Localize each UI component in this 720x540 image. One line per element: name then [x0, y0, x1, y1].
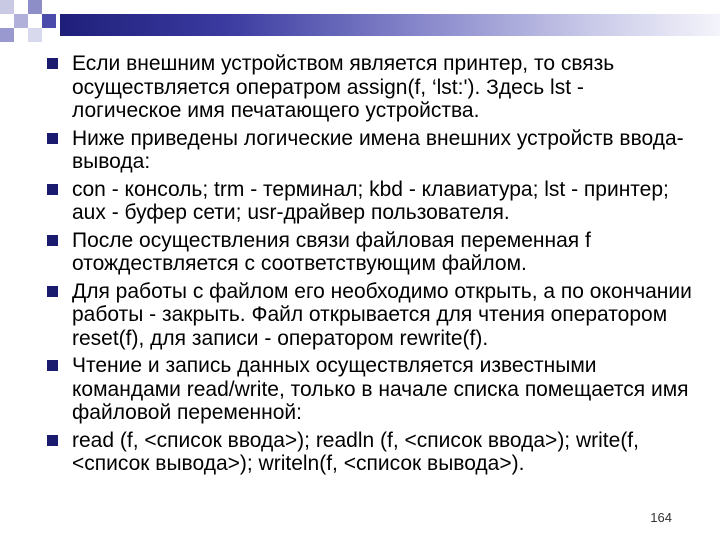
square-bullet-icon	[47, 235, 58, 246]
bullet-item	[46, 229, 696, 276]
decor-square	[14, 0, 28, 14]
decor-square	[28, 0, 42, 14]
decor-square	[28, 28, 42, 42]
square-bullet-icon	[47, 435, 58, 446]
decor-square	[0, 0, 14, 14]
bullet-list	[46, 52, 696, 480]
bullet-text: Если внешним устройством является принтер, то связь осуществляется опeратром assign(f, ‘lst:'). Здесь lst - логическое имя печатающего устройства.	[72, 52, 615, 122]
slide-header-decoration	[0, 0, 720, 46]
bullet-item	[46, 178, 696, 225]
bullet-text: con - консоль; trm - терминал; kbd - клавиатура; lst - принтер; aux - буфер сети; usr-драйвер пользователя.	[72, 177, 669, 224]
square-bullet-icon	[47, 133, 58, 144]
page-number: 164	[650, 510, 672, 525]
square-bullet-icon	[47, 184, 58, 195]
bullet-item	[46, 280, 696, 351]
bullet-item	[46, 354, 696, 425]
square-bullet-icon	[47, 360, 58, 371]
square-bullet-icon	[47, 286, 58, 297]
bullet-text: Ниже приведены логические имена внешних устройств ввода-вывода:	[72, 126, 684, 173]
square-bullet-icon	[47, 58, 58, 69]
decor-square	[0, 14, 14, 28]
bullet-text: После осуществления связи файловая переменная f отождествляется с соответствующим файлом.	[72, 228, 591, 275]
bullet-item	[46, 429, 696, 476]
bullet-text: read (f, <список ввода>); readln (f, <список ввода>); write(f, <список вывода>); writeln(f, <список вывода>).	[72, 428, 639, 475]
decor-square	[0, 28, 14, 42]
bullet-text: Для работы с файлом его необходимо открыть, а по окончании работы - закрыть. Файл открывается для чтения оператором reset(f), для записи - оператором rewrite(f).	[72, 279, 692, 350]
bullet-text: Чтение и запись данных осуществляется известными командами read/write, только в начале списка помещается имя файловой переменной:	[72, 354, 689, 424]
bullet-item	[46, 52, 696, 123]
header-gradient-stripe	[60, 14, 720, 36]
decor-square	[28, 14, 42, 28]
decor-square	[14, 14, 28, 28]
bullet-item	[46, 127, 696, 174]
decor-square	[42, 14, 56, 28]
